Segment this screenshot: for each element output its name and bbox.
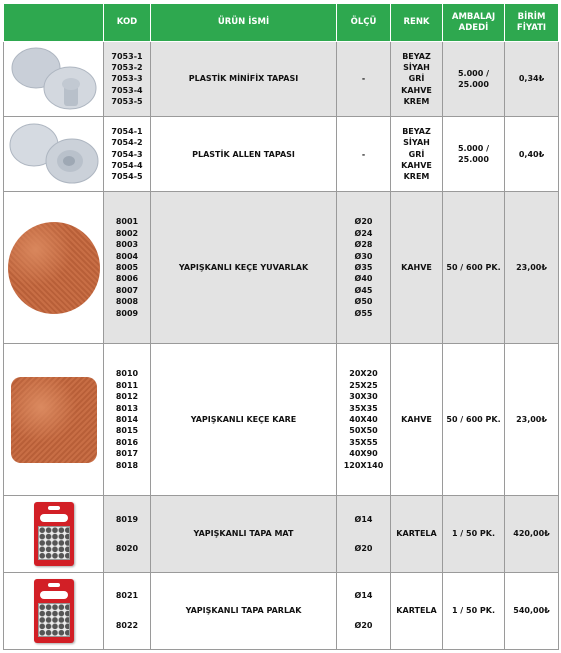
code-cell — [104, 192, 151, 343]
list-item: - — [361, 149, 366, 159]
list-item: 50X50 — [349, 426, 378, 436]
list-item: KAHVE — [401, 263, 432, 272]
code-cell — [104, 496, 151, 572]
table-row — [4, 572, 559, 649]
size-cell — [337, 343, 391, 496]
product-image-cell — [4, 496, 104, 572]
list-item: 8008 — [115, 297, 139, 307]
list-item: BEYAZ — [402, 51, 431, 61]
list-item: 7053-4 — [111, 85, 143, 95]
price-cell: 420,00₺ — [505, 496, 559, 572]
product-table — [3, 3, 559, 650]
list-item: Ø28 — [354, 240, 373, 250]
list-item: 8005 — [115, 263, 139, 272]
list-item: 7053-1 — [111, 51, 143, 61]
table-row — [4, 192, 559, 343]
list-item: 7053-3 — [111, 74, 143, 84]
list-item: 7054-2 — [111, 138, 143, 148]
product-name: YAPIŞKANLI TAPA MAT — [151, 496, 337, 572]
list-item: 7054-5 — [111, 172, 143, 182]
list-item: GRİ — [408, 149, 425, 159]
color-cell — [391, 117, 443, 192]
header-ambalaj-adedi: AMBALAJ ADEDİ — [443, 4, 505, 42]
product-name: YAPIŞKANLI KEÇE KARE — [151, 343, 337, 496]
list-item: 7054-1 — [111, 126, 143, 136]
glossy-cap-card-image — [34, 579, 74, 643]
list-item: 25X25 — [349, 380, 378, 390]
list-item: 8004 — [115, 251, 139, 261]
header-birim-fiyati: BİRİM FİYATI — [505, 4, 559, 42]
code-cell — [104, 572, 151, 649]
list-item: BEYAZ — [402, 126, 431, 136]
product-name: PLASTİK MİNİFİX TAPASI — [151, 42, 337, 117]
list-item: 7053-5 — [111, 97, 143, 107]
list-item: 8009 — [115, 308, 139, 318]
list-item: Ø50 — [354, 297, 373, 307]
list-item: Ø30 — [354, 251, 373, 261]
packaging-cell: 5.000 / 25.000 — [443, 42, 505, 117]
table-row — [4, 42, 559, 117]
list-item: 35X55 — [349, 437, 378, 447]
list-item: 8013 — [115, 403, 139, 413]
color-cell — [391, 343, 443, 496]
list-item: Ø20 — [354, 620, 373, 630]
list-item: 40X90 — [349, 449, 378, 459]
list-item: 7054-3 — [111, 149, 143, 159]
product-image-cell — [4, 42, 104, 117]
header-row — [4, 4, 559, 42]
table-row — [4, 343, 559, 496]
packaging-cell: 50 / 600 PK. — [443, 343, 505, 496]
list-item: 30X30 — [349, 392, 378, 402]
list-item: KREM — [403, 172, 430, 182]
product-name: YAPIŞKANLI TAPA PARLAK — [151, 572, 337, 649]
code-cell — [104, 117, 151, 192]
packaging-cell: 1 / 50 PK. — [443, 496, 505, 572]
list-item: Ø45 — [354, 285, 373, 295]
size-cell — [337, 572, 391, 649]
product-image-cell — [4, 343, 104, 496]
list-item: 8012 — [115, 392, 139, 402]
header-olcu: ÖLÇÜ — [337, 4, 391, 42]
list-item: 7053-2 — [111, 63, 143, 72]
list-item: Ø35 — [354, 263, 373, 272]
list-item: Ø20 — [354, 544, 373, 554]
product-image-cell — [4, 192, 104, 343]
list-item: KAHVE — [401, 415, 432, 424]
list-item: Ø14 — [354, 591, 373, 601]
header-urun-ismi: ÜRÜN İSMİ — [151, 4, 337, 42]
list-item: Ø55 — [354, 308, 373, 318]
list-item: KAHVE — [401, 161, 432, 171]
size-cell — [337, 192, 391, 343]
price-cell: 0,40₺ — [505, 117, 559, 192]
table-row — [4, 496, 559, 572]
list-item: 8019 — [115, 514, 139, 524]
list-item: - — [361, 74, 366, 84]
list-item: KREM — [403, 97, 430, 107]
list-item: SİYAH — [403, 138, 430, 148]
packaging-cell: 50 / 600 PK. — [443, 192, 505, 343]
list-item: 8002 — [115, 228, 139, 238]
list-item: 8018 — [115, 460, 139, 470]
color-cell — [391, 42, 443, 117]
price-cell: 23,00₺ — [505, 343, 559, 496]
table-row — [4, 117, 559, 192]
list-item: 8010 — [115, 369, 139, 379]
product-name: YAPIŞKANLI KEÇE YUVARLAK — [151, 192, 337, 343]
list-item: 120X140 — [343, 460, 384, 470]
packaging-cell: 1 / 50 PK. — [443, 572, 505, 649]
size-cell — [337, 496, 391, 572]
code-cell — [104, 42, 151, 117]
list-item: KAHVE — [401, 85, 432, 95]
product-image-cell — [4, 117, 104, 192]
header-renk: RENK — [391, 4, 443, 42]
list-item: 8011 — [115, 380, 139, 390]
list-item: 7054-4 — [111, 161, 143, 171]
list-item: KARTELA — [396, 529, 437, 539]
list-item: 35X35 — [349, 403, 378, 413]
list-item: 8020 — [115, 544, 139, 554]
product-name: PLASTİK ALLEN TAPASI — [151, 117, 337, 192]
product-image-cell — [4, 572, 104, 649]
size-cell — [337, 117, 391, 192]
color-cell — [391, 496, 443, 572]
square-felt-image — [11, 377, 97, 463]
list-item: Ø20 — [354, 217, 373, 227]
list-item: 8006 — [115, 274, 139, 284]
list-item: 40X40 — [349, 415, 378, 424]
list-item: Ø14 — [354, 514, 373, 524]
packaging-cell: 5.000 / 25.000 — [443, 117, 505, 192]
list-item: 8014 — [115, 415, 139, 424]
header-image — [4, 4, 104, 42]
list-item: 8022 — [115, 620, 139, 630]
list-item: GRİ — [408, 74, 425, 84]
list-item: 20X20 — [349, 369, 378, 379]
allen-cap-image — [6, 119, 101, 189]
list-item: 8003 — [115, 240, 139, 250]
color-cell — [391, 192, 443, 343]
list-item: SİYAH — [403, 63, 430, 72]
price-cell: 540,00₺ — [505, 572, 559, 649]
price-cell: 23,00₺ — [505, 192, 559, 343]
list-item: 8021 — [115, 591, 139, 601]
code-cell — [104, 343, 151, 496]
price-cell: 0,34₺ — [505, 42, 559, 117]
size-cell — [337, 42, 391, 117]
color-cell — [391, 572, 443, 649]
list-item: 8016 — [115, 437, 139, 447]
list-item: 8007 — [115, 285, 139, 295]
list-item: 8015 — [115, 426, 139, 436]
list-item: 8001 — [115, 217, 139, 227]
list-item: 8017 — [115, 449, 139, 459]
minifix-cap-image — [6, 44, 101, 114]
matte-cap-card-image — [34, 502, 74, 566]
list-item: KARTELA — [396, 606, 437, 616]
list-item: Ø24 — [354, 228, 373, 238]
header-kod: KOD — [104, 4, 151, 42]
list-item: Ø40 — [354, 274, 373, 284]
round-felt-image — [8, 222, 100, 314]
